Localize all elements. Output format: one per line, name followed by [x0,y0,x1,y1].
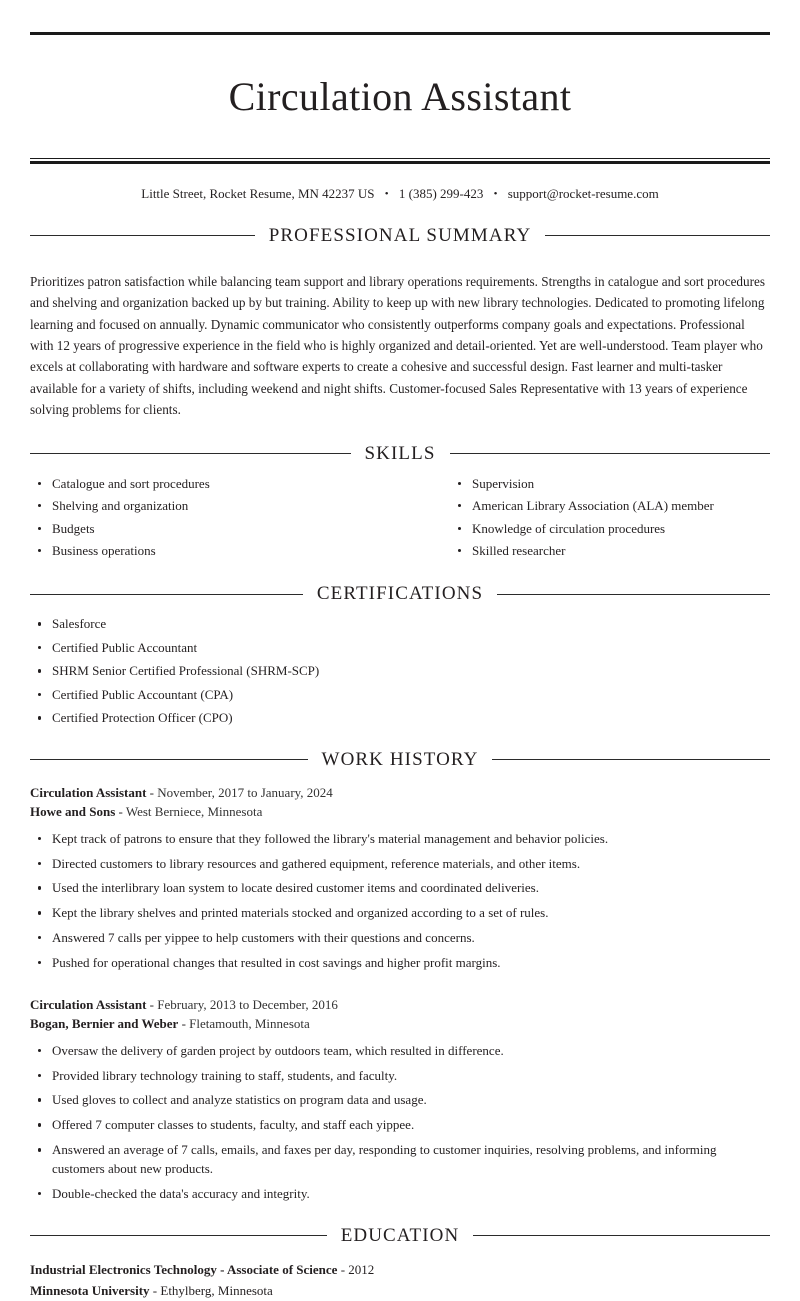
section-title-work-history: WORK HISTORY [321,748,479,770]
list-item: Provided library technology training to staff, students, and faculty. [30,1067,770,1086]
header-bottom-rule [30,158,770,165]
job-location: Fletamouth, Minnesota [189,1016,310,1032]
section-education [30,1225,770,1301]
education-location: Ethylberg, Minnesota [160,1282,273,1298]
section-header-skills [30,443,770,465]
section-certifications [30,583,770,727]
list-item: Shelving and organization [30,497,400,515]
header-top-rule [30,32,770,35]
section-rule-left [30,235,255,236]
section-header-certifications [30,583,770,605]
header-rule-thick [30,161,770,164]
section-title-certifications: CERTIFICATIONS [316,583,484,605]
list-item: Double-checked the data's accuracy and integrity. [30,1185,770,1204]
contact-line [30,165,770,202]
section-rule-left [30,594,303,595]
resume-header [30,32,770,202]
section-rule-left [30,759,308,760]
work-entry [30,771,770,973]
list-item: American Library Association (ALA) member [450,497,770,515]
education-program-line [30,1259,770,1280]
list-item: Offered 7 computer classes to students, faculty, and staff each yippee. [30,1116,770,1135]
work-entry-bullets [30,822,770,973]
job-title: Circulation Assistant [30,996,147,1012]
section-skills [30,443,770,565]
section-header-education [30,1225,770,1247]
job-separator: - [149,996,155,1012]
list-item: Answered 7 calls per yippee to help customers with their questions and concerns. [30,929,770,948]
skills-column-right [400,475,770,565]
summary-paragraph: Prioritizes patron satisfaction while balancing team support and library operations requirements. Strengths in catalogue and sort procedures and shelving and organization backed up by but training. Ability to keep up with new library technologies. Dedicated to promoting lifelong learning and focused on annually. Dynamic communicator who consistently outperforms company goals and expectations. Professional with 12 years of progressive experience in the field who is highly organized and detail-oriented. Yet are well-understood. Team player who excels at collaborating with hardware and software experts to create a cohesive and successful design. Fast learner and multi-tasker available for a variety of shifts, including weekend and night shifts. Customer-focused Sales Representative with 13 years of experience solving problems for clients. [30,273,765,418]
skills-list-left [30,475,400,561]
work-entry-company-line [30,1014,770,1034]
job-separator: - [149,784,155,800]
education-school: Minnesota University [30,1282,150,1298]
list-item: Kept track of patrons to ensure that they followed the library's material management and behavior policies. [30,830,770,849]
bullet-separator-icon: • [493,187,498,200]
work-entry [30,979,770,1204]
section-rule-right [450,453,771,454]
section-work-history [30,749,770,1204]
education-entry [30,1247,770,1301]
job-dates: November, 2017 to January, 2024 [157,784,333,800]
list-item: Salesforce [30,615,770,633]
work-entry-title-line [30,995,770,1015]
job-responsibility-list [30,830,770,973]
list-item: Used gloves to collect and analyze statistics on program data and usage. [30,1091,770,1110]
skills-columns [30,465,770,565]
list-item: Budgets [30,520,400,538]
work-entry-title-line [30,783,770,803]
section-header-work-history [30,749,770,771]
job-company: Bogan, Bernier and Weber [30,1016,179,1032]
list-item: SHRM Senior Certified Professional (SHRM-SCP) [30,662,770,680]
list-item: Supervision [450,475,770,493]
job-location: West Berniece, Minnesota [125,804,263,820]
job-title: Circulation Assistant [30,784,147,800]
list-item: Business operations [30,542,400,560]
section-rule-left [30,1235,327,1236]
list-item: Skilled researcher [450,542,770,560]
section-rule-right [497,594,770,595]
section-title-education: EDUCATION [340,1224,460,1246]
page-title: Circulation Assistant [228,73,572,119]
contact-address: Little Street, Rocket Resume, MN 42237 US [141,185,375,201]
list-item: Kept the library shelves and printed materials stocked and organized according to a set of rules. [30,904,770,923]
section-rule-right [545,235,770,236]
education-separator: - [152,1282,158,1298]
bullet-separator-icon: • [384,187,389,200]
list-item: Certified Public Accountant [30,639,770,657]
section-header-summary [30,225,770,247]
job-dates: February, 2013 to December, 2016 [157,996,338,1012]
education-program: Industrial Electronics Technology - Associate of Science [30,1261,338,1277]
education-school-line [30,1280,770,1301]
list-item: Catalogue and sort procedures [30,475,400,493]
job-responsibility-list [30,1042,770,1204]
job-separator: - [118,804,123,820]
skills-column-left [30,475,400,565]
education-year: 2012 [348,1261,375,1277]
job-separator: - [181,1016,186,1032]
list-item: Answered an average of 7 calls, emails, and faxes per day, responding to customer inquiries, resolving problems, and informing customers about new products. [30,1141,770,1179]
section-professional-summary [30,225,770,421]
section-title-summary: PROFESSIONAL SUMMARY [268,224,532,246]
education-separator: - [340,1261,346,1277]
list-item: Oversaw the delivery of garden project by outdoors team, which resulted in difference. [30,1042,770,1061]
list-item: Certified Protection Officer (CPO) [30,709,770,727]
contact-email: support@rocket-resume.com [507,185,659,201]
section-rule-right [492,759,770,760]
resume-page [0,32,800,1298]
list-item: Certified Public Accountant (CPA) [30,686,770,704]
section-title-skills: SKILLS [364,442,436,464]
list-item: Knowledge of circulation procedures [450,520,770,538]
list-item: Directed customers to library resources and gathered equipment, reference materials, and other items. [30,855,770,874]
section-rule-right [473,1235,770,1236]
certifications-list [30,615,770,727]
job-company: Howe and Sons [30,804,116,820]
header-rule-thin [30,158,770,159]
list-item: Used the interlibrary loan system to locate desired customer items and coordinated deliveries. [30,879,770,898]
skills-list-right [450,475,770,561]
certifications-body [30,605,770,727]
section-rule-left [30,453,351,454]
work-entry-bullets [30,1034,770,1204]
contact-phone: 1 (385) 299-423 [398,185,484,201]
work-entry-company-line [30,802,770,822]
list-item: Pushed for operational changes that resulted in cost savings and higher profit margins. [30,954,770,973]
